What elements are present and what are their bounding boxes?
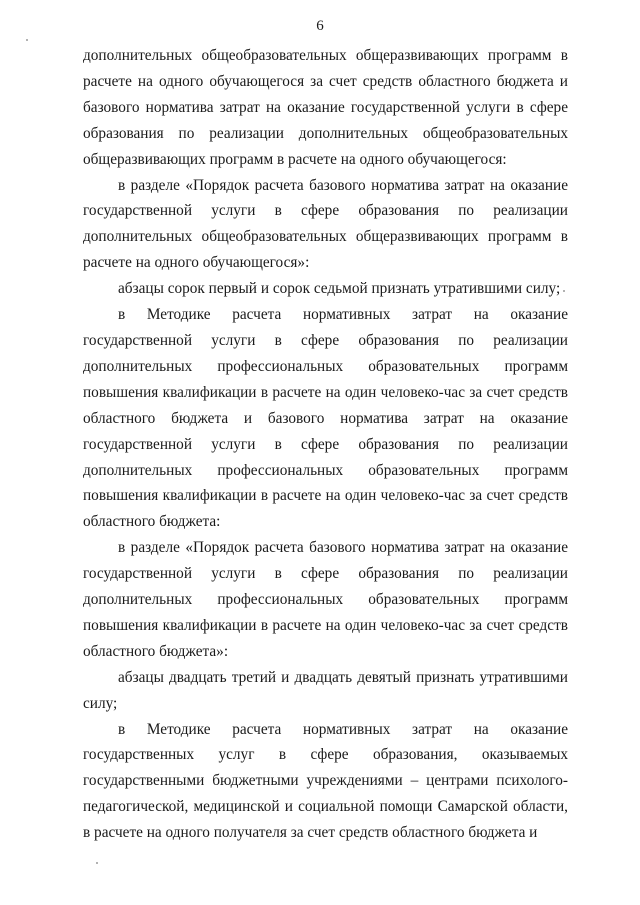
paragraph-7: в Методике расчета нормативных затрат на оказание государственных услуг в сфере образования, оказываемых государственными бюджетными учреждениями – центрами психолого-педагогической, медицинской и социальной помощи Самарской области, в расчете на одного получателя за счет средств областного бюджета и <box>83 720 568 842</box>
scan-speck <box>563 290 565 292</box>
paragraph-4: в Методике расчета нормативных затрат на оказание государственной услуги в сфере образования по реализации дополнительных профессиональных образовательных программ повышения квалификации в расчете на один человеко-час за счет средств областного бюджета и базового норматива затрат на оказание государственной услуги в сфере образования по реализации дополнительных профессиональных образовательных программ повышения квалификации в расчете на один человеко-час за счет средств областного бюджета: <box>83 306 568 531</box>
scan-speck <box>96 862 98 864</box>
scan-speck <box>26 39 28 41</box>
paragraph-3: абзацы сорок первый и сорок седьмой признать утратившими силу; <box>118 280 561 298</box>
page-number: 6 <box>316 18 324 34</box>
paragraph-5: в разделе «Порядок расчета базового норматива затрат на оказание государственной услуги в сфере образования по реализации дополнительных профессиональных образовательных программ повышения квалификации в расчете на один человеко-час за счет средств областного бюджета»: <box>83 539 568 660</box>
paragraph-1: дополнительных общеобразовательных общеразвивающих программ в расчете на одного обучающегося за счет средств областного бюджета и базового норматива затрат на оказание государственной услуги в сфере образования по реализации дополнительных общеобразовательных общеразвивающих программ в расчете на одного обучающегося: <box>83 47 568 168</box>
paragraph-2: в разделе «Порядок расчета базового норматива затрат на оказание государственной услуги в сфере образования по реализации дополнительных общеобразовательных общеразвивающих программ в расчете на одного обучающегося»: <box>83 176 568 272</box>
document-body <box>83 43 568 846</box>
paragraph-6: абзацы двадцать третий и двадцать девятый признать утратившими силу; <box>83 668 568 712</box>
